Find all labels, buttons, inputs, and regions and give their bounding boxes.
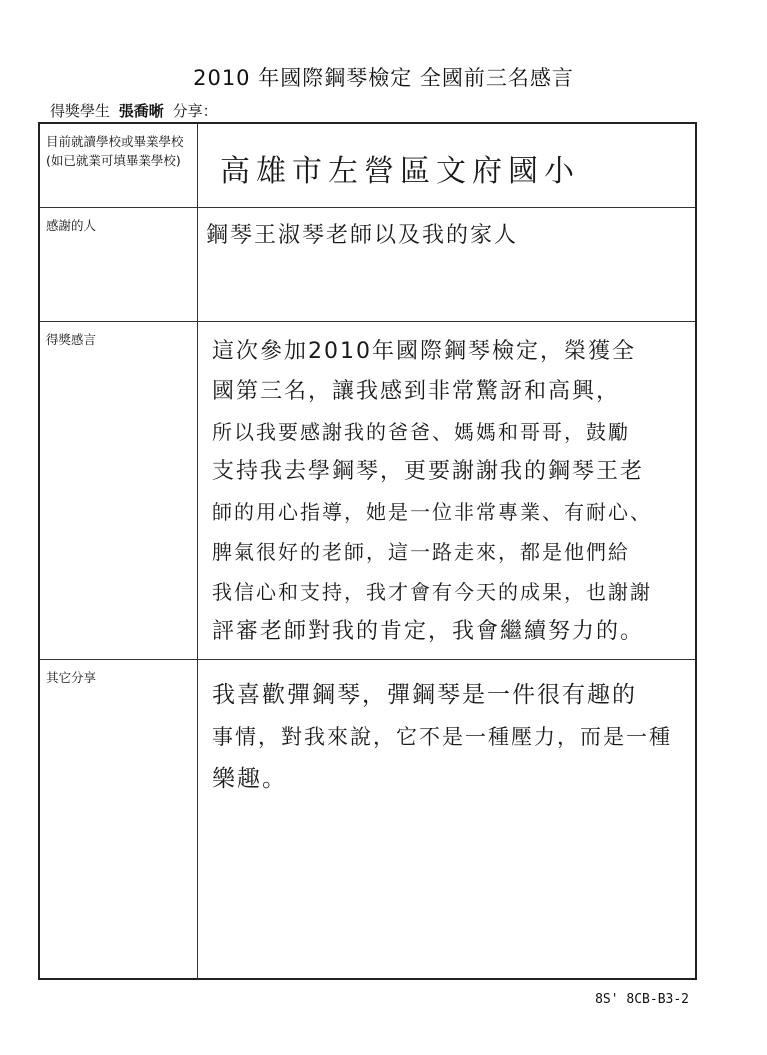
speech-line: 我信心和支持，我才會有今天的成果，也謝謝 — [212, 580, 652, 604]
page-title: 2010 年國際鋼琴檢定 全國前三名感言 — [193, 66, 574, 90]
speech-line: 支持我去學鋼琴，更要謝謝我的鋼琴王老 — [212, 459, 645, 484]
school-label: 目前就讀學校或畢業學校(如已就業可填畢業學校) — [40, 124, 198, 207]
thanks-cell — [198, 208, 695, 321]
speech-label: 得獎感言 — [40, 322, 198, 659]
other-row — [40, 660, 695, 980]
speech-cell — [198, 322, 695, 659]
speech-line: 所以我要感謝我的爸爸、媽媽和哥哥，鼓勵 — [212, 420, 630, 444]
speech-line: 評審老師對我的肯定，我會繼續努力的。 — [212, 619, 645, 644]
other-line: 我喜歡彈鋼琴，彈鋼琴是一件很有趣的 — [212, 682, 637, 708]
other-cell — [198, 660, 695, 980]
school-row — [40, 124, 695, 208]
speech-line: 脾氣很好的老師，這一路走來，都是他們給 — [212, 540, 630, 564]
thanks-value: 鋼琴王淑琴老師以及我的家人 — [206, 223, 519, 248]
school-cell — [198, 124, 695, 207]
other-line: 樂趣。 — [212, 766, 287, 792]
form-table — [38, 122, 697, 980]
speech-row — [40, 322, 695, 660]
student-prefix: 得獎學生 — [50, 102, 111, 120]
school-value: 高雄市左營區文府國小 — [220, 154, 580, 189]
speech-line: 師的用心指導，她是一位非常專業、有耐心、 — [212, 500, 652, 524]
thanks-label: 感謝的人 — [40, 208, 198, 321]
other-label: 其它分享 — [40, 660, 198, 980]
speech-line: 這次參加2010年國際鋼琴檢定，榮獲全 — [212, 339, 636, 364]
document-code: 8S' 8CB-B3-2 — [595, 992, 689, 1007]
thanks-row — [40, 208, 695, 322]
student-name: 張喬晰 — [118, 102, 164, 120]
student-suffix: 分享： — [172, 102, 218, 120]
other-line: 事情，對我來說，它不是一種壓力，而是一種 — [212, 725, 672, 749]
speech-line: 國第三名，讓我感到非常驚訝和高興， — [212, 379, 621, 404]
student-line — [50, 100, 218, 121]
speech-text — [212, 332, 681, 652]
other-text — [212, 674, 687, 800]
